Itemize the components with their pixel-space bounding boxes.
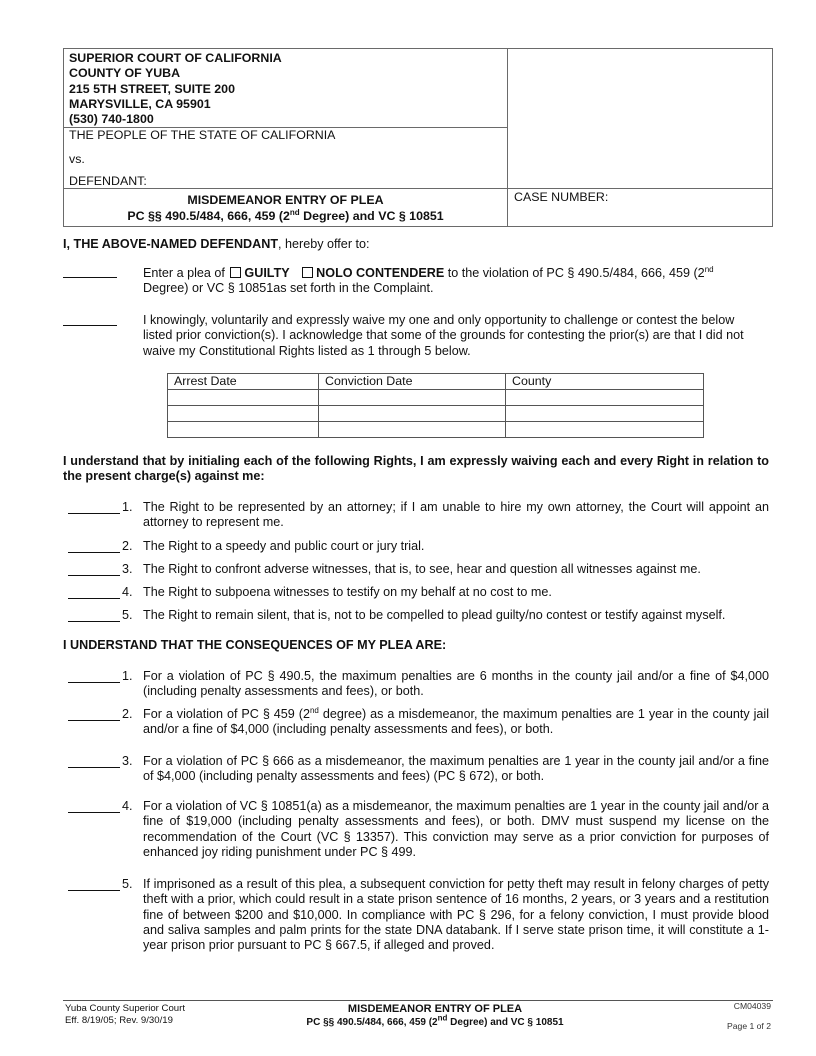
conviction-date-cell[interactable] — [319, 406, 506, 422]
court-name: SUPERIOR COURT OF CALIFORNIA — [69, 51, 282, 65]
footer-divider — [63, 1000, 773, 1001]
consequences-heading: I UNDERSTAND THAT THE CONSEQUENCES OF MY PLEA ARE: — [63, 638, 447, 652]
footer-court-info — [65, 1003, 185, 1027]
table-row — [168, 406, 704, 422]
consequence-3-initial-blank[interactable] — [68, 754, 120, 768]
versus: vs. — [69, 152, 85, 166]
table-row — [168, 422, 704, 438]
caption-box — [63, 48, 773, 227]
right-3-initial-blank[interactable] — [68, 562, 120, 576]
plea-initial-blank[interactable] — [63, 266, 117, 278]
conviction-date-cell[interactable] — [319, 390, 506, 406]
arrest-date-cell[interactable] — [168, 406, 319, 422]
consequence-5-initial-blank[interactable] — [68, 877, 120, 891]
consequence-4-initial-blank[interactable] — [68, 799, 120, 813]
column-arrest-date: Arrest Date — [168, 374, 319, 390]
court-phone: (530) 740-1800 — [69, 112, 154, 127]
form-title: MISDEMEANOR ENTRY OF PLEA — [187, 193, 384, 207]
caption-vertical-divider — [507, 49, 508, 227]
table-header-row — [168, 374, 704, 390]
court-city: MARYSVILLE, CA 95901 — [69, 96, 211, 111]
county-cell[interactable] — [506, 406, 704, 422]
caption-divider-title — [64, 188, 773, 189]
prior-waiver-statement: I knowingly, voluntarily and expressly waive my one and only opportunity to challenge or contest the below listed prior conviction(s). I acknowledge that some of the grounds for contesting the prior(s) are that I did not waive my Constitutional Rights listed as 1 through 5 below. — [143, 313, 744, 358]
footer-court-name: Yuba County Superior Court — [65, 1003, 185, 1014]
county-cell[interactable] — [506, 422, 704, 438]
arrest-date-cell[interactable] — [168, 422, 319, 438]
form-title-block — [64, 192, 507, 224]
page-number: Page 1 of 2 — [727, 1021, 771, 1031]
intro-statement: I, THE ABOVE-NAMED DEFENDANT, hereby offer to: — [63, 237, 370, 251]
consequence-2-initial-blank[interactable] — [68, 707, 120, 721]
guilty-checkbox[interactable] — [230, 267, 241, 278]
footer-revision-dates: Eff. 8/19/05; Rev. 9/30/19 — [65, 1015, 173, 1026]
footer-title: MISDEMEANOR ENTRY OF PLEA — [347, 1003, 523, 1015]
right-4-initial-blank[interactable] — [68, 585, 120, 599]
table-row — [168, 390, 704, 406]
form-number: CM04039 — [733, 1001, 771, 1011]
column-conviction-date: Conviction Date — [319, 374, 506, 390]
right-2-initial-blank[interactable] — [68, 539, 120, 553]
right-1-initial-blank[interactable] — [68, 500, 120, 514]
prior-waiver-initial-blank[interactable] — [63, 314, 117, 326]
arrest-date-cell[interactable] — [168, 390, 319, 406]
county-cell[interactable] — [506, 390, 704, 406]
prior-convictions-table — [167, 373, 704, 438]
court-street: 215 5TH STREET, SUITE 200 — [69, 81, 235, 96]
right-5-initial-blank[interactable] — [68, 608, 120, 622]
column-county: County — [506, 374, 704, 390]
plaintiff: THE PEOPLE OF THE STATE OF CALIFORNIA — [69, 128, 336, 142]
consequence-1-initial-blank[interactable] — [68, 669, 120, 683]
plea-statement: Enter a plea of GUILTY NOLO CONTENDERE to the violation of PC § 490.5/484, 666, 459 (2nd Degree) or VC § 10851as set forth in the Complaint. — [143, 264, 714, 296]
court-address — [69, 51, 282, 127]
defendant-label: DEFENDANT: — [69, 174, 147, 188]
case-number-label: CASE NUMBER: — [514, 190, 609, 204]
rights-heading: I understand that by initialing each of the following Rights, I am expressly waiving each and every Right in relation to the present charge(s) against me: — [63, 454, 769, 484]
nolo-contendere-checkbox[interactable] — [302, 267, 313, 278]
footer-subtitle: PC §§ 490.5/484, 666, 459 (2nd Degree) and VC § 10851 — [306, 1013, 564, 1028]
form-subtitle: PC §§ 490.5/484, 666, 459 (2nd Degree) and VC § 10851 — [127, 207, 444, 223]
court-county: COUNTY OF YUBA — [69, 66, 181, 81]
conviction-date-cell[interactable] — [319, 422, 506, 438]
footer-title-block — [240, 1003, 630, 1029]
